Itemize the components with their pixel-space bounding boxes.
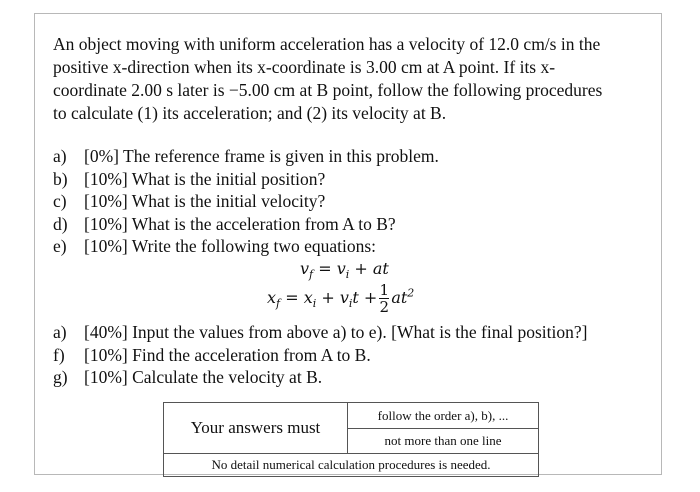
item-marker: b) — [53, 168, 68, 189]
problem-line-4: to calculate (1) its acceleration; and (2) its velocity at B. — [53, 103, 447, 123]
problem-line-2: positive x-direction when its x-coordinate is 3.00 cm at A point. If its x- — [53, 57, 556, 77]
list-item — [53, 213, 439, 236]
list-item — [53, 235, 439, 258]
list-item — [53, 145, 439, 168]
item-text: [40%] Input the values from above a) to e). [What is the final position?] — [84, 322, 588, 342]
item-text: [10%] What is the acceleration from A to B? — [84, 213, 396, 234]
equation-velocity-text: $v_f = v_i$ + at — [300, 259, 389, 282]
item-text: [10%] What is the initial velocity? — [84, 191, 326, 211]
item-text: [10%] Calculate the velocity at B. — [84, 367, 323, 387]
answer-top-right-cell: follow the order a), b), ... — [348, 403, 538, 429]
steps-list-first — [53, 145, 439, 258]
steps-list-second — [53, 321, 587, 389]
item-marker: e) — [53, 236, 67, 256]
item-marker: a) — [53, 146, 67, 166]
item-text: [10%] Find the acceleration from A to B. — [84, 344, 371, 365]
answer-bottom-cell: No detail numerical calculation procedures is needed. — [211, 457, 491, 472]
item-text: [10%] Write the following two equations: — [84, 236, 377, 256]
equation-position-text: $x_f = x_i + v_it$ + $\frac{1}{2}$ $at^2$ — [267, 281, 415, 316]
answer-left-cell: Your answers must — [164, 403, 348, 454]
list-item — [53, 366, 587, 389]
list-item — [53, 321, 587, 344]
item-marker: g) — [53, 367, 68, 387]
problem-line-3: coordinate 2.00 s later is −5.00 cm at B point, follow the following procedures — [53, 80, 603, 100]
equation-velocity — [300, 259, 389, 281]
problem-statement — [53, 33, 653, 125]
list-item — [53, 190, 439, 213]
problem-line-1: An object moving with uniform acceleration has a velocity of 12.0 cm/s in the — [53, 34, 601, 54]
item-marker: a) — [53, 322, 67, 342]
item-marker: d) — [53, 213, 68, 234]
answer-bottom-right-cell: not more than one line — [348, 429, 538, 454]
answer-instructions-table — [163, 402, 539, 477]
item-marker: c) — [53, 191, 67, 211]
item-text: [0%] The reference frame is given in this problem. — [84, 146, 439, 166]
item-text: [10%] What is the initial position? — [84, 168, 326, 189]
equation-position — [267, 282, 414, 315]
list-item — [53, 344, 587, 367]
list-item — [53, 168, 439, 191]
item-marker: f) — [53, 344, 65, 365]
